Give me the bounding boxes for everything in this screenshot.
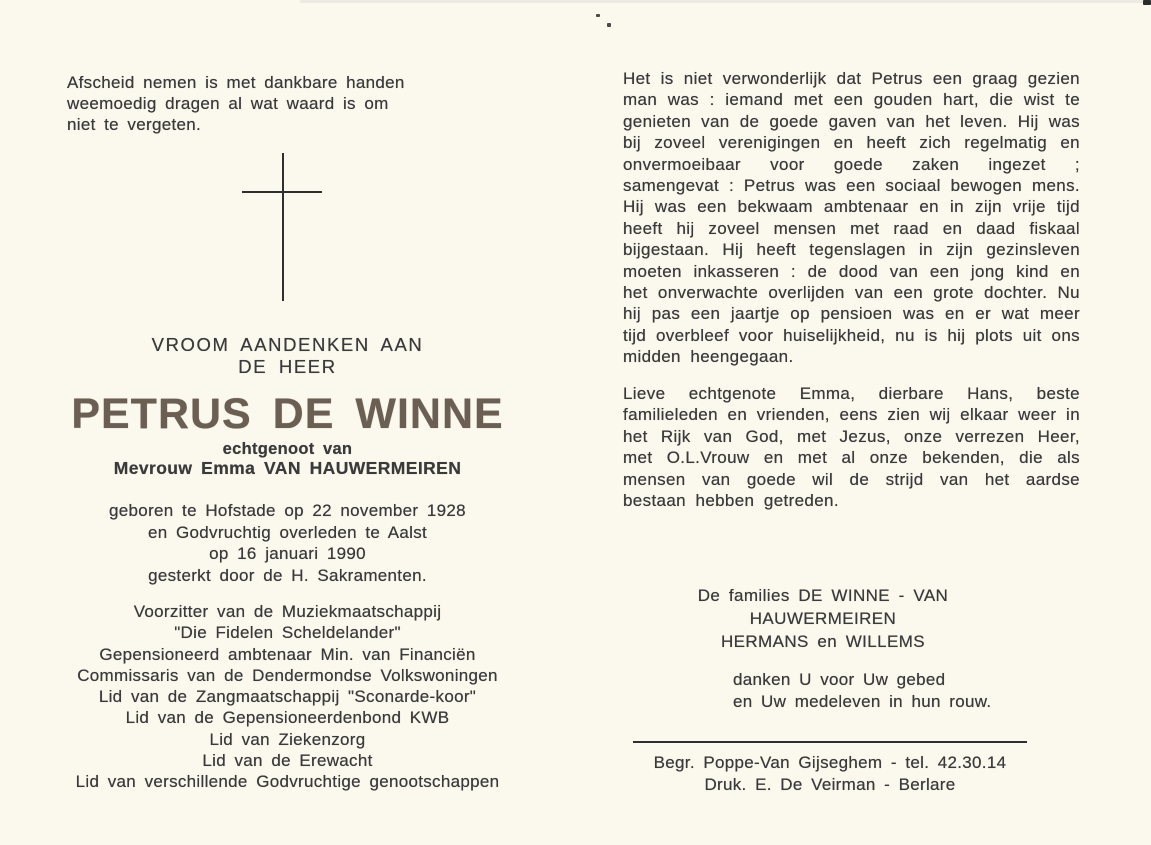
families-line: De families DE WINNE - VAN HAUWERMEIREN xyxy=(697,586,949,628)
title-line: Gepensioneerd ambtenaar Min. van Financiën xyxy=(99,644,476,664)
dedication xyxy=(40,334,535,378)
title-line: Lid van verschillende Godvruchtige genootschappen xyxy=(75,772,500,792)
scan-speck xyxy=(607,23,611,27)
thanks-line: danken U voor Uw gebed xyxy=(733,670,946,689)
title-line: Commissaris van de Dendermondse Volkswoningen xyxy=(77,665,498,685)
verse-line: weemoedig dragen al wat waard is om xyxy=(67,94,389,113)
footer-divider xyxy=(633,741,1027,743)
thanks-note xyxy=(733,669,991,713)
cross-vertical-bar xyxy=(282,153,284,301)
scan-corner-speck xyxy=(1143,0,1151,5)
undertaker-line: Begr. Poppe-Van Gijseghem - tel. 42.30.14 xyxy=(653,753,1007,772)
deceased-name: PETRUS DE WINNE xyxy=(71,390,504,438)
spouse-intro: echtgenoot van xyxy=(222,440,353,458)
right-page xyxy=(623,0,1080,845)
farewell-paragraph: Lieve echtgenote Emma, dierbare Hans, beste familieleden en vrienden, eens zien wij elkaar weer in het Rijk van God, met Jezus, onze verrezen Heer, met O.L.Vrouw en met al onze bekenden, die als mensen van goede wil de strijd van het aardse bestaan hebben getreden. xyxy=(623,384,1080,511)
life-line: op 16 januari 1990 xyxy=(209,544,366,563)
cross-horizontal-bar xyxy=(242,191,322,193)
title-line: "Die Fidelen Scheldelander" xyxy=(174,623,401,643)
families-acknowledgement xyxy=(623,584,1023,653)
verse-line: Afscheid nemen is met dankbare handen xyxy=(67,73,405,92)
title-line: Lid van Ziekenzorg xyxy=(209,729,366,749)
printer-line: Druk. E. De Veirman - Berlare xyxy=(704,775,956,794)
eulogy-paragraph: Het is niet verwonderlijk dat Petrus een graag gezien man was : iemand met een gouden hart, die wist te genieten van de goede gaven van het leven. Hij was bij zoveel verenigingen en heeft zich regelmatig en onvermoeibaar voor goede zaken ingezet ; samengevat : Petrus was een sociaal bewogen mens. Hij was een bekwaam ambtenaar en in zijn vrije tijd heeft hij zoveel mensen met raad en daad fiskaal bijgestaan. Hij heeft tegenslagen in zijn gezinsleven moeten inkasseren : de dood van een jong kind en het onverwachte overlijden van een grote dochter. Nu hij pas een jaartje op pensioen was en er wat meer tijd overbleef voor huiselijkheid, nu is hij plots uit ons midden heengegaan. xyxy=(623,69,1080,367)
title-line: Voorzitter van de Muziekmaatschappij xyxy=(133,602,442,621)
dedication-line: DE HEER xyxy=(238,356,337,377)
spouse-name: Mevrouw Emma VAN HAUWERMEIREN xyxy=(113,458,462,478)
opening-verse xyxy=(67,72,405,135)
thanks-line: en Uw medeleven in hun rouw. xyxy=(733,692,992,711)
life-dates xyxy=(40,500,535,586)
life-line: geboren te Hofstade op 22 november 1928 xyxy=(109,501,466,520)
life-line: gesterkt door de H. Sakramenten. xyxy=(148,565,427,585)
verse-line: niet te vergeten. xyxy=(67,115,202,134)
families-line: HERMANS en WILLEMS xyxy=(720,632,926,651)
left-page xyxy=(40,0,535,845)
dedication-line: VROOM AANDENKEN AAN xyxy=(151,334,424,355)
titles-and-memberships xyxy=(25,601,550,793)
title-line: Lid van de Erewacht xyxy=(202,751,373,771)
scan-speck xyxy=(596,14,600,17)
life-line: en Godvruchtig overleden te Aalst xyxy=(147,522,428,542)
printer-credits xyxy=(633,752,1027,796)
title-line: Lid van de Zangmaatschappij "Sconarde-koor" xyxy=(98,687,477,707)
title-line: Lid van de Gepensioneerdenbond KWB xyxy=(125,708,450,728)
